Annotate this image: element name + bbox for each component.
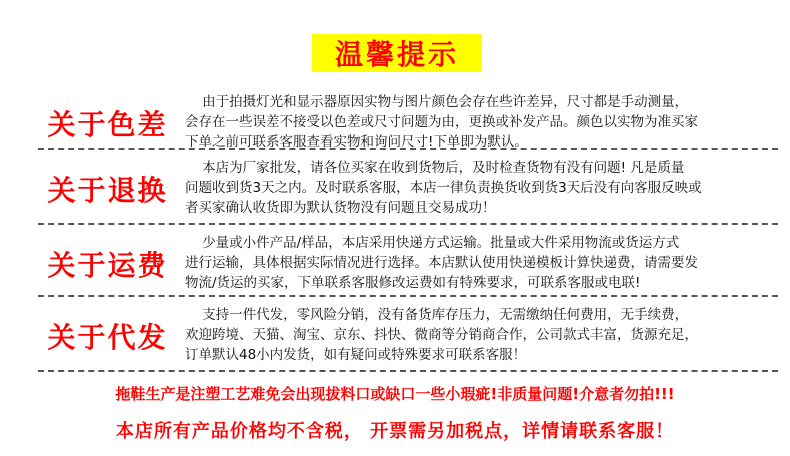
body-line: 进行运输，具体根据实际情况进行选择。本店默认使用快递模板计算快递费，请需要发 [185,255,698,271]
title-banner [312,34,482,72]
body-line: 订单默认48小内发货，如有疑问或特殊要求可联系客服！ [185,347,527,363]
section-returns [0,152,790,226]
section-heading: 关于运费 [47,249,168,282]
section-dropshipping [0,299,790,373]
body-line: 者买家确认收货即为默认货物没有问题且交易成功！ [185,200,496,216]
section-divider [38,223,778,225]
body-line: 欢迎跨境、天猫、淘宝、京东、抖快、微商等分销商合作，公司款式丰富，货源充足， [185,327,698,343]
body-line: 物流/货运的买家，下单联系客服修改运费如有特殊要求，可联系客服或电联! [185,275,641,291]
body-line: 问题收到货3天之内。及时联系客服，本店一律负责换货收到货3天后没有向客服反映或 [185,180,702,196]
section-body [185,92,775,152]
section-divider [38,295,778,297]
section-heading: 关于退换 [47,174,168,207]
section-heading: 关于色差 [47,108,168,141]
footer-tax-notice: 本店所有产品价格均不含税， 开票需另加税点，详情请联系客服！ [115,421,675,442]
section-divider [38,148,778,150]
body-line: 支持一件代发，零风险分销，没有备货库存压力，无需缴纳任何费用，无手续费， [185,307,689,323]
body-line: 本店为厂家批发，请各位买家在收到货物后，及时检查货物有没有问题! 凡是质量 [185,160,685,176]
body-line: 由于拍摄灯光和显示器原因实物与图片颜色会存在些许差异，尺寸都是手动测量， [185,94,689,110]
page-title: 温馨提示 [334,38,459,71]
section-body [185,233,775,293]
body-line: 会存在一些误差不接受以色差或尺寸问题为由，更换或补发产品。颜色以实物为准买家 [185,114,698,130]
body-line: 少量或小件产品/样品，本店采用快递方式运输。批量或大件采用物流或货运方式 [185,235,680,251]
body-line: 下单之前可联系客服查看实物和询问尺寸!下单即为默认。 [185,134,528,150]
section-heading: 关于代发 [47,321,168,354]
section-body [185,305,775,365]
section-shipping [0,227,790,301]
footer-defect-notice: 拖鞋生产是注塑工艺难免会出现拔料口或缺口一些小瑕疵!非质量问题!介意者勿拍!!! [115,385,675,403]
section-divider [38,370,778,372]
section-body [185,158,775,218]
